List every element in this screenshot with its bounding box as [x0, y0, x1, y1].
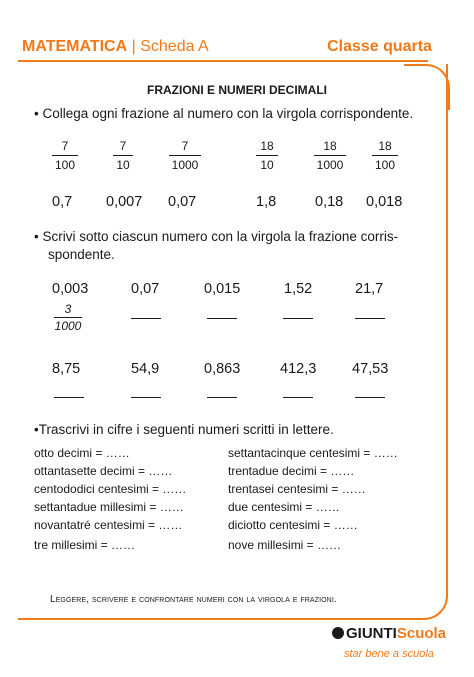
ex3-instruction: •Trascrivi in cifre i seguenti numeri scritti in lettere.: [34, 422, 334, 437]
answer-blank[interactable]: [131, 397, 161, 398]
ex2-instruction-line1: • Scrivi sotto ciascun numero con la virgola la frazione corris-: [34, 229, 399, 244]
ex2-row2-number-5: 47,53: [352, 361, 389, 377]
answer-blank[interactable]: [207, 318, 237, 319]
ex3-right-item-3: trentasei centesimi = ……: [228, 482, 366, 496]
ex2-instruction-line2: spondente.: [48, 247, 115, 262]
fraction-4: 18 10: [256, 139, 278, 172]
ex2-row1-number-1: 0,003: [52, 281, 89, 297]
answer-blank[interactable]: [54, 397, 84, 398]
class-label: Classe quarta: [327, 38, 432, 55]
answer-blank[interactable]: [207, 397, 237, 398]
ex3-left-item-1: otto decimi = ……: [34, 446, 130, 460]
decimal-5: 0,18: [315, 194, 344, 210]
ex2-row1-number-3: 0,015: [204, 281, 241, 297]
ex3-left-item-5: novantatré centesimi = ……: [34, 518, 183, 532]
ex3-left-item-4: settantadue millesimi = ……: [34, 500, 184, 514]
ex3-left-item-3: centododici centesimi = ……: [34, 482, 187, 496]
fraction-2: 7 10: [113, 139, 133, 172]
page-title: FRAZIONI E NUMERI DECIMALI: [147, 83, 327, 97]
header-separator: |: [127, 38, 141, 55]
ex3-left-item-6: tre millesimi = ……: [34, 538, 136, 552]
publisher-logo: GIUNTIScuola: [332, 625, 446, 642]
ex3-right-item-4: due centesimi = ……: [228, 500, 340, 514]
ex2-row1-number-5: 21,7: [355, 281, 384, 297]
fraction-6: 18 100: [372, 139, 398, 172]
subject-label: MATEMATICA: [22, 38, 128, 55]
fraction-5: 18 1000: [314, 139, 346, 172]
publisher-tagline: star bene a scuola: [344, 648, 434, 660]
ex2-row2-number-2: 54,9: [131, 361, 160, 377]
answer-blank[interactable]: [355, 318, 385, 319]
logo-mark-icon: [332, 627, 344, 639]
ex3-left-item-2: ottantasette decimi = ……: [34, 464, 173, 478]
ex2-row2-number-3: 0,863: [204, 361, 241, 377]
answer-blank[interactable]: [283, 318, 313, 319]
ex1-instruction: • Collega ogni frazione al numero con la virgola corrispondente.: [34, 106, 414, 121]
ex2-row1-number-4: 1,52: [284, 281, 313, 297]
ex3-right-item-6: nove millesimi = ……: [228, 538, 342, 552]
decimal-6: 0,018: [366, 194, 403, 210]
fraction-3: 7 1000: [169, 139, 201, 172]
ex3-right-item-2: trentadue decimi = ……: [228, 464, 355, 478]
footer-topic: Leggere, scrivere e confrontare numeri con la virgola e frazioni.: [50, 594, 337, 605]
decimal-2: 0,007: [106, 194, 143, 210]
example-answer: 3 1000: [54, 302, 82, 333]
ex3-right-item-1: settantacinque centesimi = ……: [228, 446, 398, 460]
ex2-row2-number-1: 8,75: [52, 361, 81, 377]
answer-blank[interactable]: [283, 397, 313, 398]
decimal-1: 0,7: [52, 194, 73, 210]
ex2-row1-number-2: 0,07: [131, 281, 160, 297]
header-left: [22, 38, 209, 56]
header-rule: [18, 60, 428, 62]
decimal-4: 1,8: [256, 194, 277, 210]
fraction-1: 7 100: [52, 139, 78, 172]
answer-blank[interactable]: [131, 318, 161, 319]
sheet-label: Scheda A: [140, 38, 209, 55]
decimal-3: 0,07: [168, 194, 197, 210]
ex2-row2-number-4: 412,3: [280, 361, 317, 377]
answer-blank[interactable]: [355, 397, 385, 398]
ex3-right-item-5: diciotto centesimi = ……: [228, 518, 358, 532]
